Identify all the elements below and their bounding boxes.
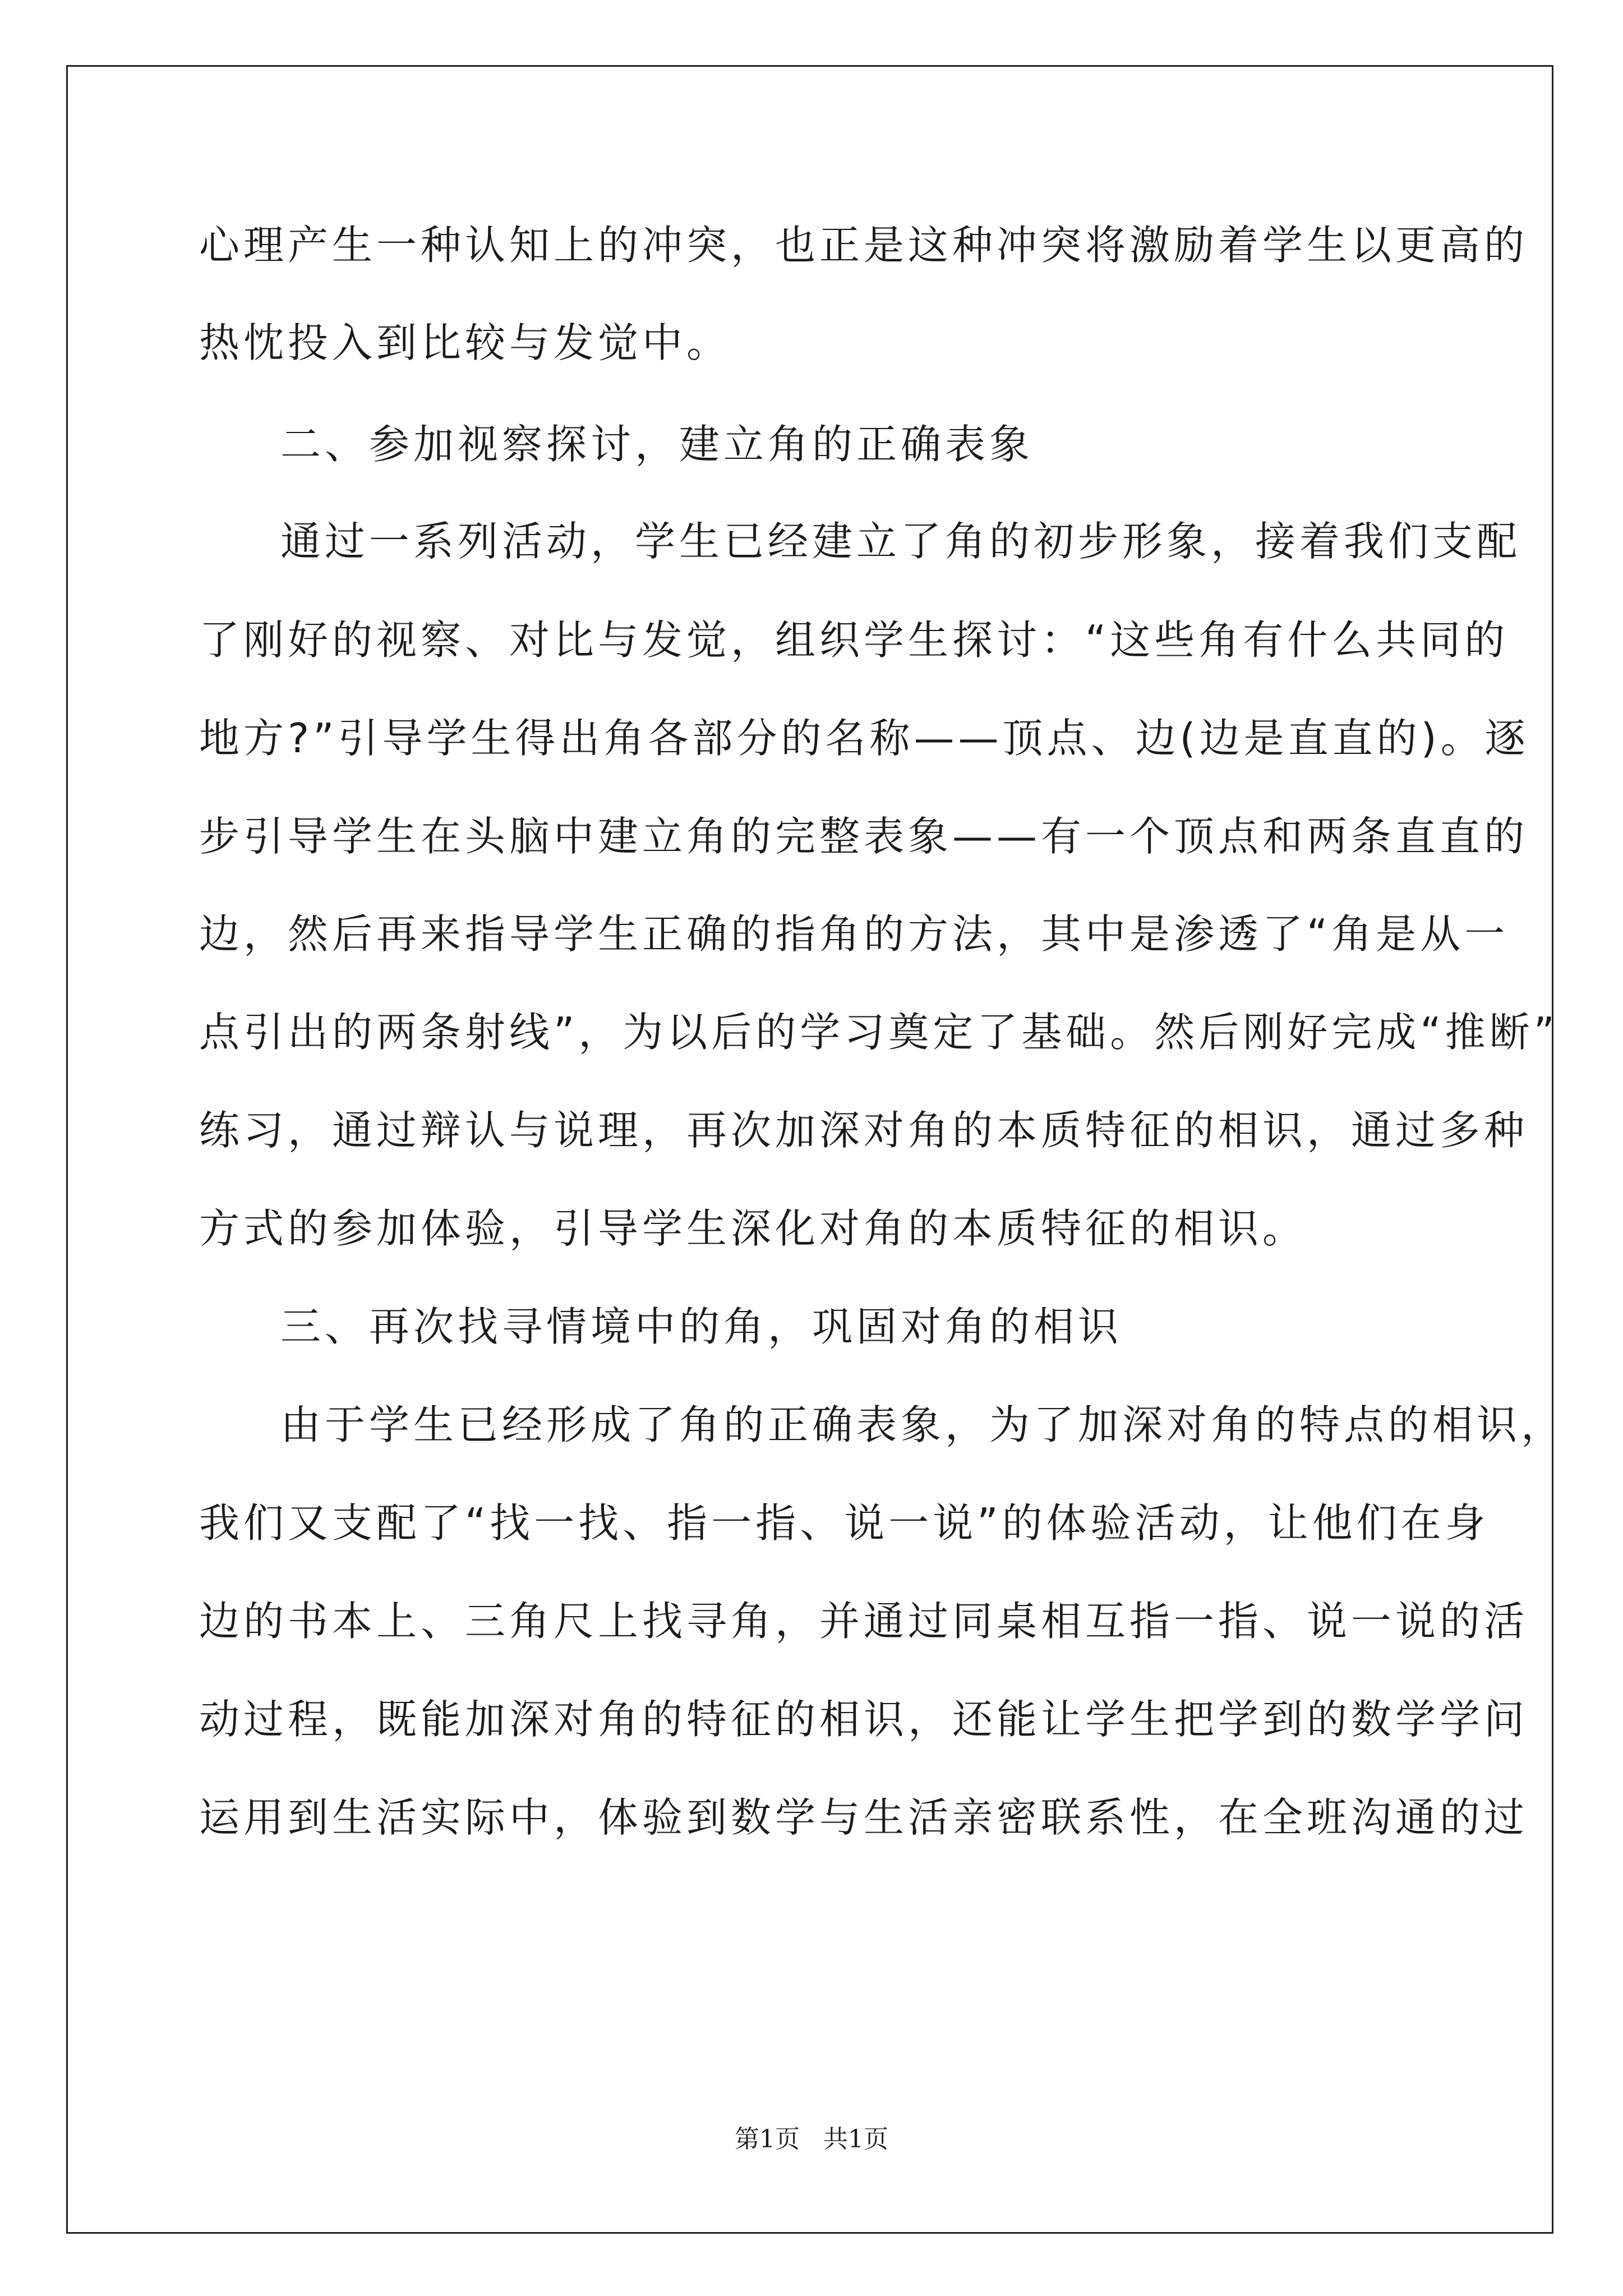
text-line: 运用到生活实际中，体验到数学与生活亲密联系性，在全班沟通的过 xyxy=(199,1794,1529,1841)
text-line: 了刚好的视察、对比与发觉，组织学生探讨：“这些角有什么共同的 xyxy=(199,616,1509,664)
page-number: 第1页 共1页 xyxy=(735,2125,888,2154)
text-line: 心理产生一种认知上的冲突，也正是这种冲突将激励着学生以更高的 xyxy=(199,222,1529,269)
text-line: 由于学生已经形成了角的正确表象，为了加深对角的特点的相识， xyxy=(280,1401,1566,1448)
text-line: 步引导学生在头脑中建立角的完整表象——有一个顶点和两条直直的 xyxy=(199,813,1529,860)
text-line: 我们又支配了“找一找、指一指、说一说”的体验活动，让他们在身 xyxy=(199,1499,1490,1547)
section-heading: 三、再次找寻情境中的角，巩固对角的相识 xyxy=(280,1303,1123,1350)
text-line: 方式的参加体验，引导学生深化对角的本质特征的相识。 xyxy=(199,1205,1307,1252)
text-line: 练习，通过辩认与说理，再次加深对角的本质特征的相识，通过多种 xyxy=(199,1107,1529,1154)
text-line: 地方?”引导学生得出角各部分的名称——顶点、边(边是直直的)。逐 xyxy=(199,715,1529,762)
text-line: 热忱投入到比较与发觉中。 xyxy=(199,319,731,366)
text-line: 通过一系列活动，学生已经建立了角的初步形象，接着我们支配 xyxy=(280,518,1521,565)
text-line: 边的书本上、三角尺上找寻角，并通过同桌相互指一指、说一说的活 xyxy=(199,1598,1529,1645)
section-heading: 二、参加视察探讨，建立角的正确表象 xyxy=(280,421,1034,468)
text-line: 点引出的两条射线”，为以后的学习奠定了基础。然后刚好完成“推断” xyxy=(199,1009,1559,1056)
text-line: 动过程，既能加深对角的特征的相识，还能让学生把学到的数学学问 xyxy=(199,1696,1529,1743)
text-line: 边，然后再来指导学生正确的指角的方法，其中是渗透了“角是从一 xyxy=(199,910,1509,958)
